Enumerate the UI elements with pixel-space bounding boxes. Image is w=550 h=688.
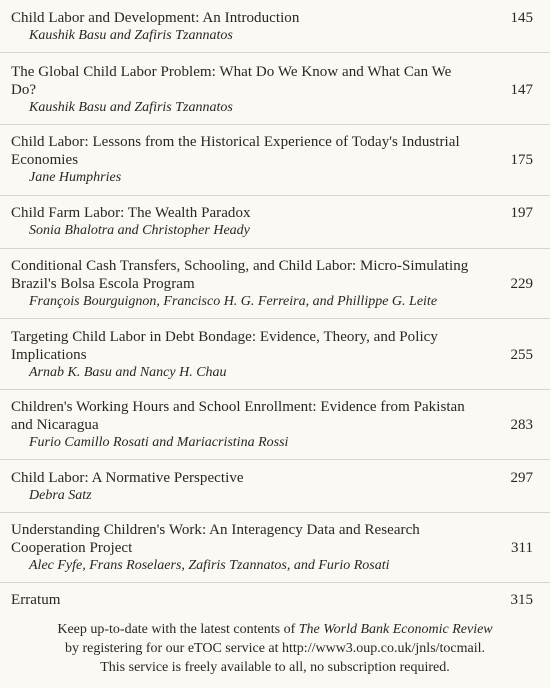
page-number: 283 <box>510 417 533 433</box>
article-authors: Alec Fyfe, Frans Roselaers, Zafiris Tzannatos, and Furio Rosati <box>29 558 390 573</box>
article-authors: François Bourguignon, Francisco H. G. Ferreira, and Phillippe G. Leite <box>29 294 438 309</box>
divider <box>0 512 550 513</box>
article-title: Conditional Cash Transfers, Schooling, and Child Labor: Micro-Simulating Brazil's Bolsa Escola Program <box>11 258 469 292</box>
toc-entry[interactable] <box>11 398 533 452</box>
page-number: 145 <box>510 10 533 26</box>
divider <box>0 52 550 53</box>
etoc-line-1 <box>0 620 550 639</box>
etoc-prefix: Keep up-to-date with the latest contents of <box>57 622 299 637</box>
article-title: Targeting Child Labor in Debt Bondage: Evidence, Theory, and Policy Implications <box>11 329 438 363</box>
page-number: 175 <box>510 152 533 168</box>
article-title: Child Labor: A Normative Perspective <box>11 470 244 486</box>
article-title: Child Labor and Development: An Introduction <box>11 10 300 26</box>
article-title: Children's Working Hours and School Enrollment: Evidence from Pakistan and Nicaragua <box>11 399 465 433</box>
toc-entry[interactable] <box>11 257 533 311</box>
toc-entry[interactable] <box>11 521 533 575</box>
toc-entry[interactable] <box>11 9 533 45</box>
article-title: The Global Child Labor Problem: What Do We Know and What Can We Do? <box>11 64 452 98</box>
article-title: Erratum <box>11 592 61 608</box>
divider <box>0 318 550 319</box>
toc-entry[interactable] <box>11 591 533 609</box>
toc-entry[interactable] <box>11 328 533 382</box>
etoc-line-3: This service is freely available to all, no subscription required. <box>100 660 450 675</box>
divider <box>0 389 550 390</box>
divider <box>0 582 550 583</box>
article-title: Understanding Children's Work: An Interagency Data and Research Cooperation Project <box>11 522 420 556</box>
journal-name: The World Bank Economic Review <box>298 622 493 637</box>
page-number: 229 <box>510 276 533 292</box>
article-authors: Jane Humphries <box>29 170 122 185</box>
etoc-notice <box>0 620 550 677</box>
article-authors: Arnab K. Basu and Nancy H. Chau <box>29 365 227 380</box>
page-number: 255 <box>510 347 533 363</box>
page-number: 315 <box>510 592 533 608</box>
article-title: Child Farm Labor: The Wealth Paradox <box>11 205 251 221</box>
article-authors: Furio Camillo Rosati and Mariacristina Rossi <box>29 435 289 450</box>
toc-entry[interactable] <box>11 469 533 505</box>
article-authors: Kaushik Basu and Zafiris Tzannatos <box>29 28 233 43</box>
divider <box>0 248 550 249</box>
divider <box>0 195 550 196</box>
toc-entry[interactable] <box>11 204 533 240</box>
article-authors: Sonia Bhalotra and Christopher Heady <box>29 223 250 238</box>
page-number: 197 <box>510 205 533 221</box>
divider <box>0 124 550 125</box>
article-authors: Debra Satz <box>29 488 92 503</box>
article-title: Child Labor: Lessons from the Historical Experience of Today's Industrial Economies <box>11 134 460 168</box>
divider <box>0 459 550 460</box>
toc-entry[interactable] <box>11 133 533 187</box>
page-number: 297 <box>510 470 533 486</box>
page-number: 147 <box>510 82 533 98</box>
etoc-line-2: by registering for our eTOC service at http://www3.oup.co.uk/jnls/tocmail. <box>64 641 486 656</box>
article-authors: Kaushik Basu and Zafiris Tzannatos <box>29 100 233 115</box>
page-number: 311 <box>511 540 533 556</box>
toc-entry[interactable] <box>11 63 533 117</box>
